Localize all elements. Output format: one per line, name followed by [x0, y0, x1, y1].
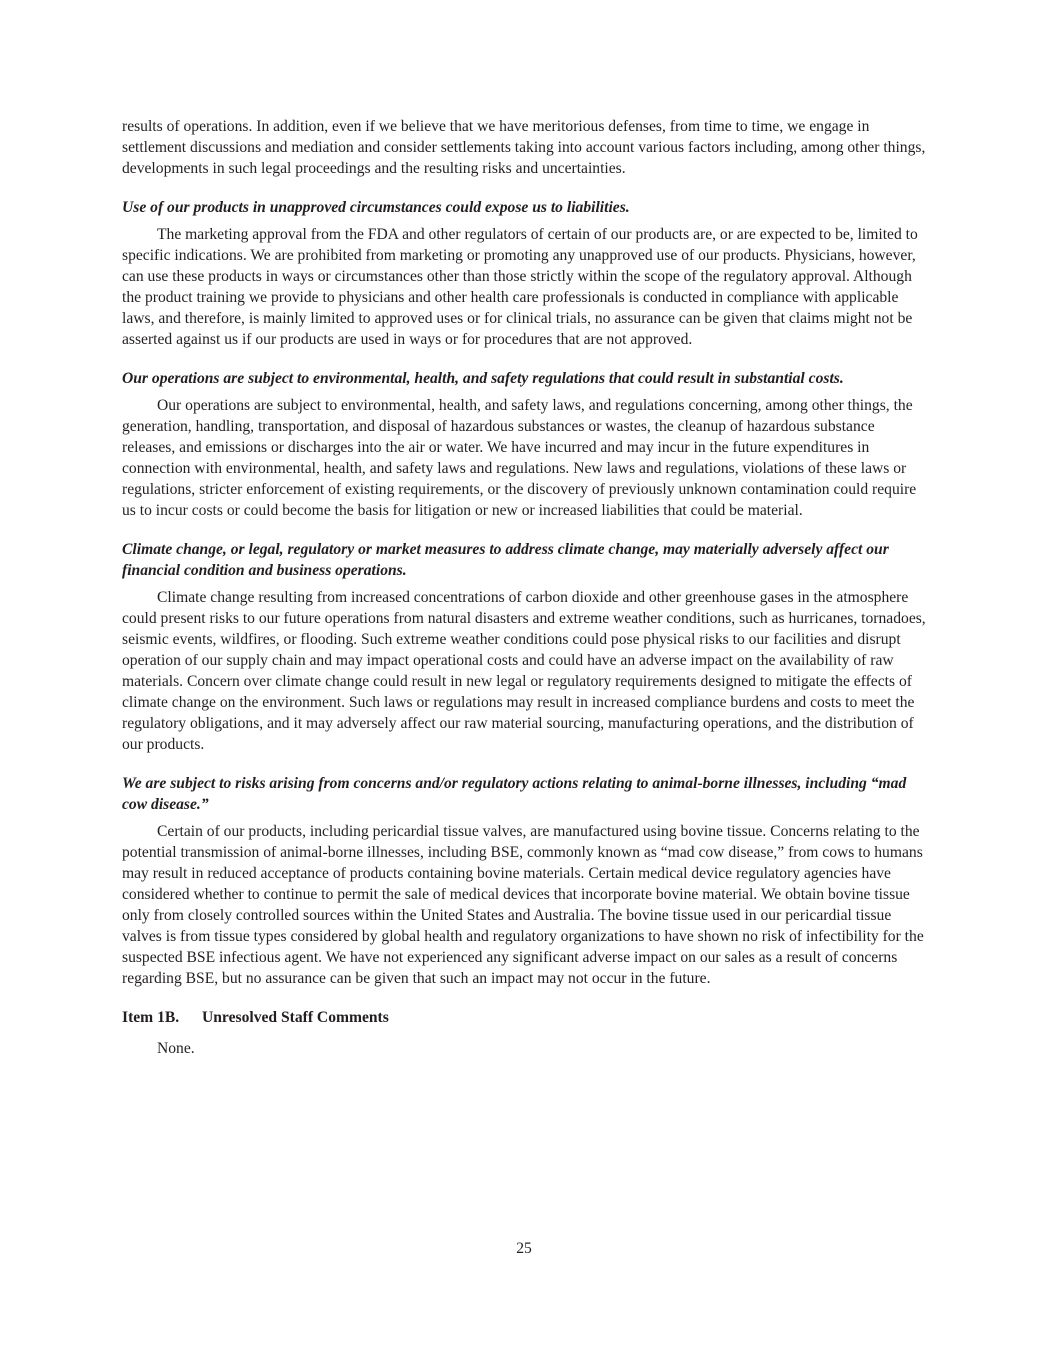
item-body: None. [157, 1040, 195, 1057]
item-number: Item 1B. [122, 1009, 180, 1026]
section-heading: Use of our products in unapproved circumstances could expose us to liabilities. [122, 199, 630, 216]
section-heading: We are subject to risks arising from concerns and/or regulatory actions relating to animal-borne illnesses, including “mad cow disease.” [122, 775, 907, 813]
section-body: The marketing approval from the FDA and other regulators of certain of our products are, or are expected to be, limited to specific indications. We are prohibited from marketing or promoting any unapproved use of our products. Physicians, however, can use these products in ways or circumstances other than those strictly within the scope of the regulatory approval. Although the product training we provide to physicians and other health care professionals is conducted in compliance with applicable laws, and therefore, is mainly limited to approved uses or for clinical trials, no assurance can be given that claims might not be asserted against us if our products are used in ways or for procedures that are not approved. [122, 226, 918, 348]
section-body: Our operations are subject to environmental, health, and safety laws, and regulations concerning, among other things, the generation, handling, transportation, and disposal of hazardous substances or wastes, the cleanup of hazardous substance releases, and emissions or discharges into the air or water. We have incurred and may incur in the future expenditures in connection with environmental, health, and safety laws and regulations. New laws and regulations, violations of these laws or regulations, stricter enforcement of existing requirements, or the discovery of previously unknown contamination could require us to incur costs or could become the basis for litigation or new or increased liabilities that could be material. [122, 397, 917, 519]
risk-section-animal-borne-illness [122, 773, 928, 989]
intro-paragraph: results of operations. In addition, even if we believe that we have meritorious defenses, from time to time, we engage in settlement discussions and mediation and consider settlements taking into account various factors including, among other things, developments in such legal proceedings and the resulting risks and uncertainties. [122, 118, 926, 177]
section-body: Certain of our products, including pericardial tissue valves, are manufactured using bovine tissue. Concerns relating to the potential transmission of animal-borne illnesses, including BSE, commonly known as “mad cow disease,” from cows to humans may result in reduced acceptance of products containing bovine materials. Certain medical device regulatory agencies have considered whether to continue to permit the sale of medical devices that incorporate bovine material. We obtain bovine tissue only from closely controlled sources within the United States and Australia. The bovine tissue used in our pericardial tissue valves is from tissue types considered by global health and regulatory organizations to have shown no risk of infectibility for the suspected BSE infectious agent. We have not experienced any significant adverse impact on our sales as a result of concerns regarding BSE, but no assurance can be given that such an impact may not occur in the future. [122, 823, 924, 987]
item-heading [122, 1007, 928, 1028]
page-number: 25 [516, 1240, 532, 1257]
risk-section-unapproved-use [122, 197, 928, 350]
section-body: Climate change resulting from increased concentrations of carbon dioxide and other greenhouse gases in the atmosphere could present risks to our future operations from natural disasters and extreme weather conditions, such as hurricanes, tornadoes, seismic events, wildfires, or flooding. Such extreme weather conditions could pose physical risks to our facilities and disrupt operation of our supply chain and may impact operational costs and could have an adverse impact on the availability of raw materials. Concern over climate change could result in new legal or regulatory requirements designed to mitigate the effects of climate change on the environment. Such laws or regulations may result in increased compliance burdens and costs to meet the regulatory obligations, and it may adversely affect our raw material sourcing, manufacturing operations, and the distribution of our products. [122, 589, 926, 753]
section-heading: Our operations are subject to environmental, health, and safety regulations that could result in substantial costs. [122, 370, 844, 387]
section-heading: Climate change, or legal, regulatory or market measures to address climate change, may materially adversely affect our financial condition and business operations. [122, 541, 889, 579]
document-page [122, 116, 928, 1059]
item-title: Unresolved Staff Comments [202, 1009, 389, 1026]
risk-section-environmental [122, 368, 928, 521]
risk-section-climate-change [122, 539, 928, 755]
item-section-unresolved-staff-comments [122, 1007, 928, 1059]
